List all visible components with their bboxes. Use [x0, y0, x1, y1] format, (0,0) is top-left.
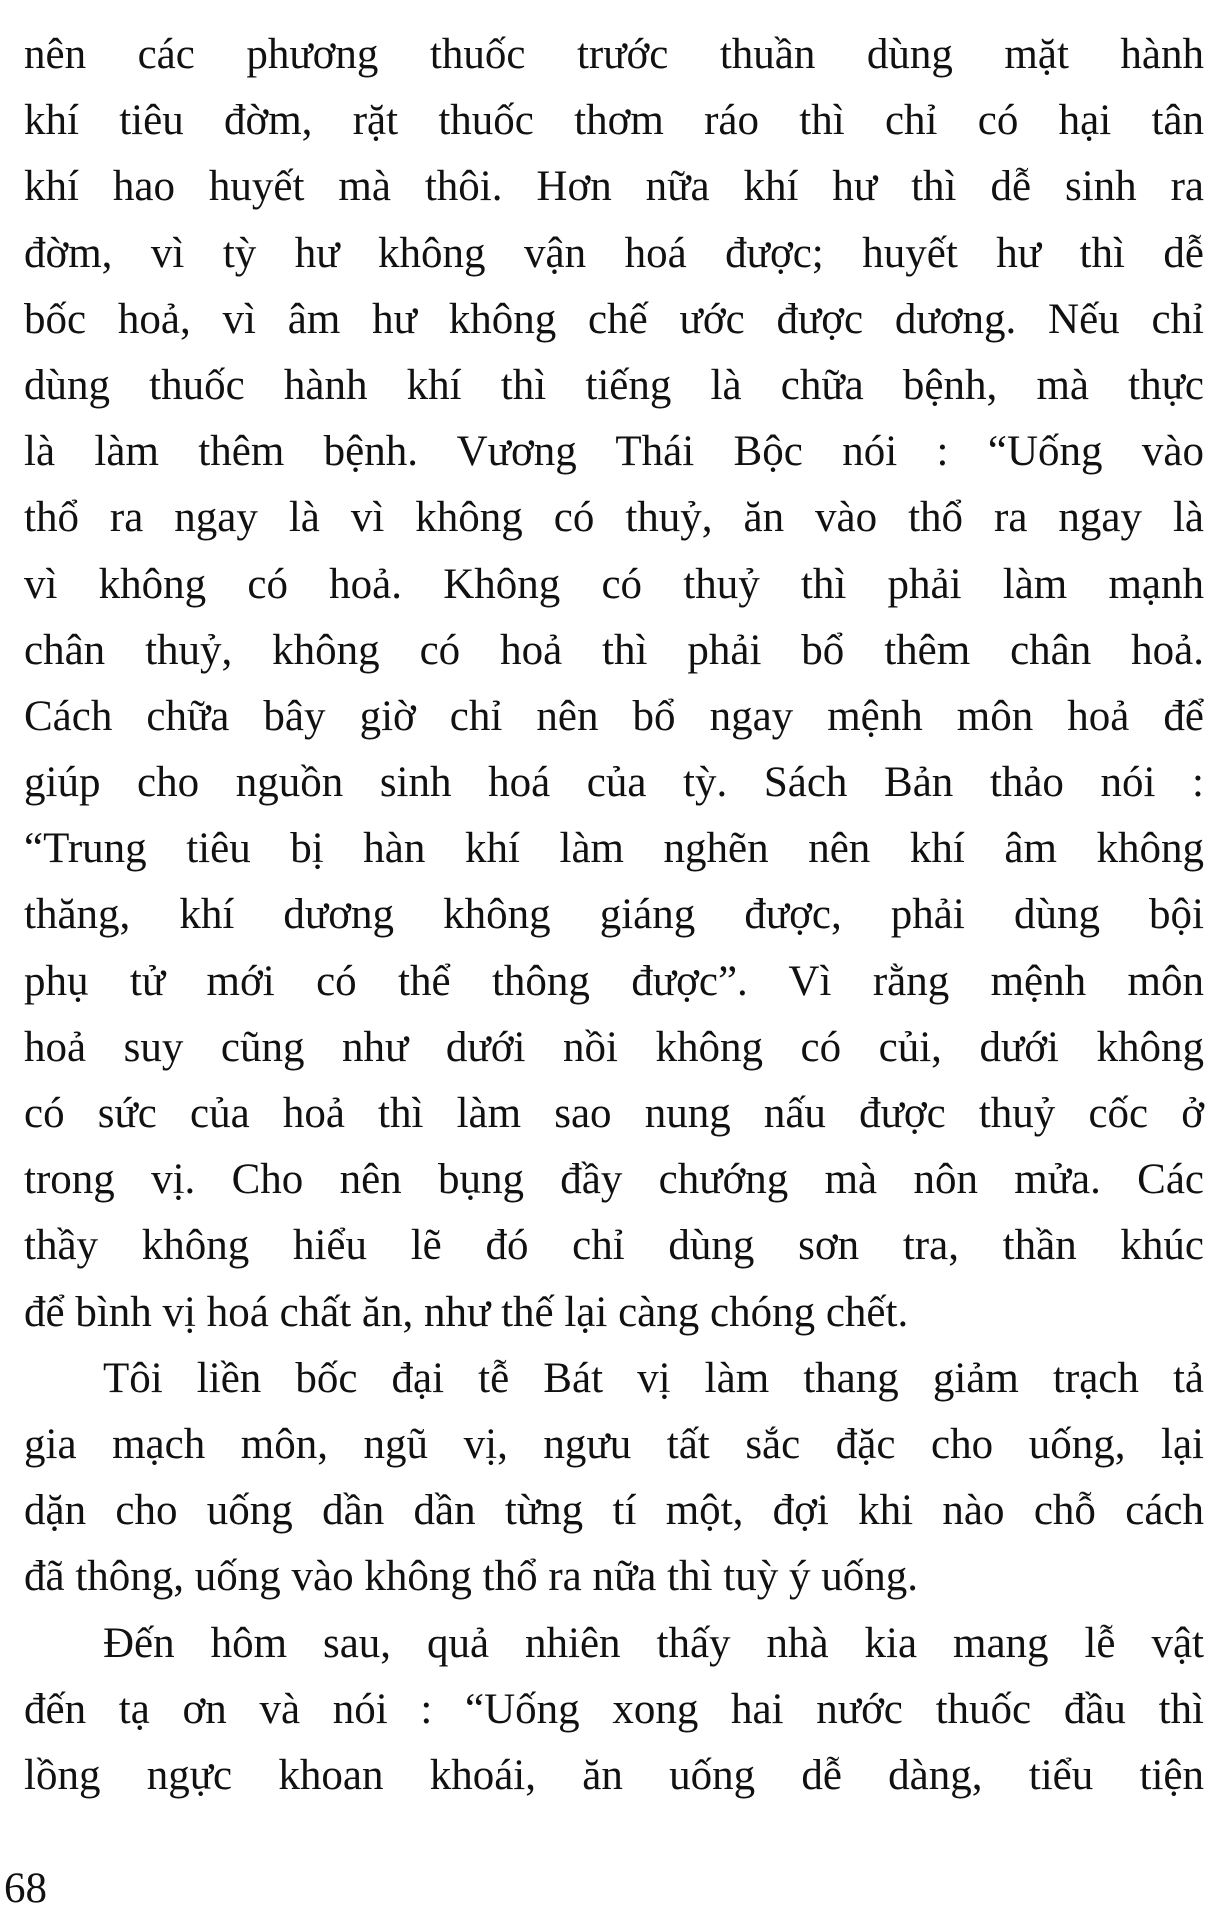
- text-line: hoả suy cũng như dưới nồi không có củi, dưới không: [24, 1023, 1204, 1071]
- text-line: dùng thuốc hành khí thì tiếng là chữa bệnh, mà thực: [24, 361, 1204, 409]
- body-text: [24, 22, 1204, 1809]
- text-line: bốc hoả, vì âm hư không chế ước được dương. Nếu chỉ: [24, 295, 1204, 343]
- text-line: gia mạch môn, ngũ vị, ngưu tất sắc đặc cho uống, lại: [24, 1420, 1204, 1468]
- text-line: “Trung tiêu bị hàn khí làm nghẽn nên khí âm không: [24, 825, 1204, 873]
- text-line: thổ ra ngay là vì không có thuỷ, ăn vào thổ ra ngay là: [24, 494, 1204, 542]
- text-line: có sức của hoả thì làm sao nung nấu được thuỷ cốc ở: [24, 1090, 1204, 1137]
- text-line: Cách chữa bây giờ chỉ nên bổ ngay mệnh môn hoả để: [24, 692, 1204, 740]
- text-line: khí tiêu đờm, rặt thuốc thơm ráo thì chỉ có hại tân: [24, 97, 1204, 145]
- text-line: là làm thêm bệnh. Vương Thái Bộc nói : “Uống vào: [24, 428, 1204, 476]
- text-line: thăng, khí dương không giáng được, phải dùng bội: [24, 891, 1204, 939]
- text-line: dặn cho uống dần dần từng tí một, đợi khi nào chỗ cách: [24, 1487, 1204, 1535]
- text-line: phụ tử mới có thể thông được”. Vì rằng mệnh môn: [24, 957, 1204, 1005]
- text-line: vì không có hoả. Không có thuỷ thì phải làm mạnh: [24, 560, 1204, 608]
- text-line: giúp cho nguồn sinh hoá của tỳ. Sách Bản thảo nói :: [24, 759, 1204, 807]
- text-line: đến tạ ơn và nói : “Uống xong hai nước thuốc đầu thì: [24, 1685, 1204, 1733]
- text-line: chân thuỷ, không có hoả thì phải bổ thêm chân hoả.: [24, 626, 1204, 674]
- text-line: Tôi liền bốc đại tễ Bát vị làm thang giảm trạch tả: [103, 1354, 1204, 1402]
- text-line: Đến hôm sau, quả nhiên thấy nhà kia mang lễ vật: [103, 1619, 1204, 1667]
- text-line: trong vị. Cho nên bụng đầy chướng mà nôn mửa. Các: [24, 1156, 1204, 1204]
- text-line: thầy không hiểu lẽ đó chỉ dùng sơn tra, thần khúc: [24, 1222, 1204, 1270]
- page-number: 68: [4, 1865, 47, 1912]
- text-line: đã thông, uống vào không thổ ra nữa thì tuỳ ý uống.: [24, 1553, 918, 1601]
- text-line: để bình vị hoá chất ăn, như thế lại càng chóng chết.: [24, 1288, 909, 1336]
- text-line: khí hao huyết mà thôi. Hơn nữa khí hư thì dễ sinh ra: [24, 163, 1204, 211]
- text-line: đờm, vì tỳ hư không vận hoá được; huyết hư thì dễ: [24, 229, 1204, 277]
- text-line: lồng ngực khoan khoái, ăn uống dễ dàng, tiểu tiện: [24, 1751, 1204, 1799]
- text-line: nên các phương thuốc trước thuần dùng mặt hành: [24, 31, 1204, 78]
